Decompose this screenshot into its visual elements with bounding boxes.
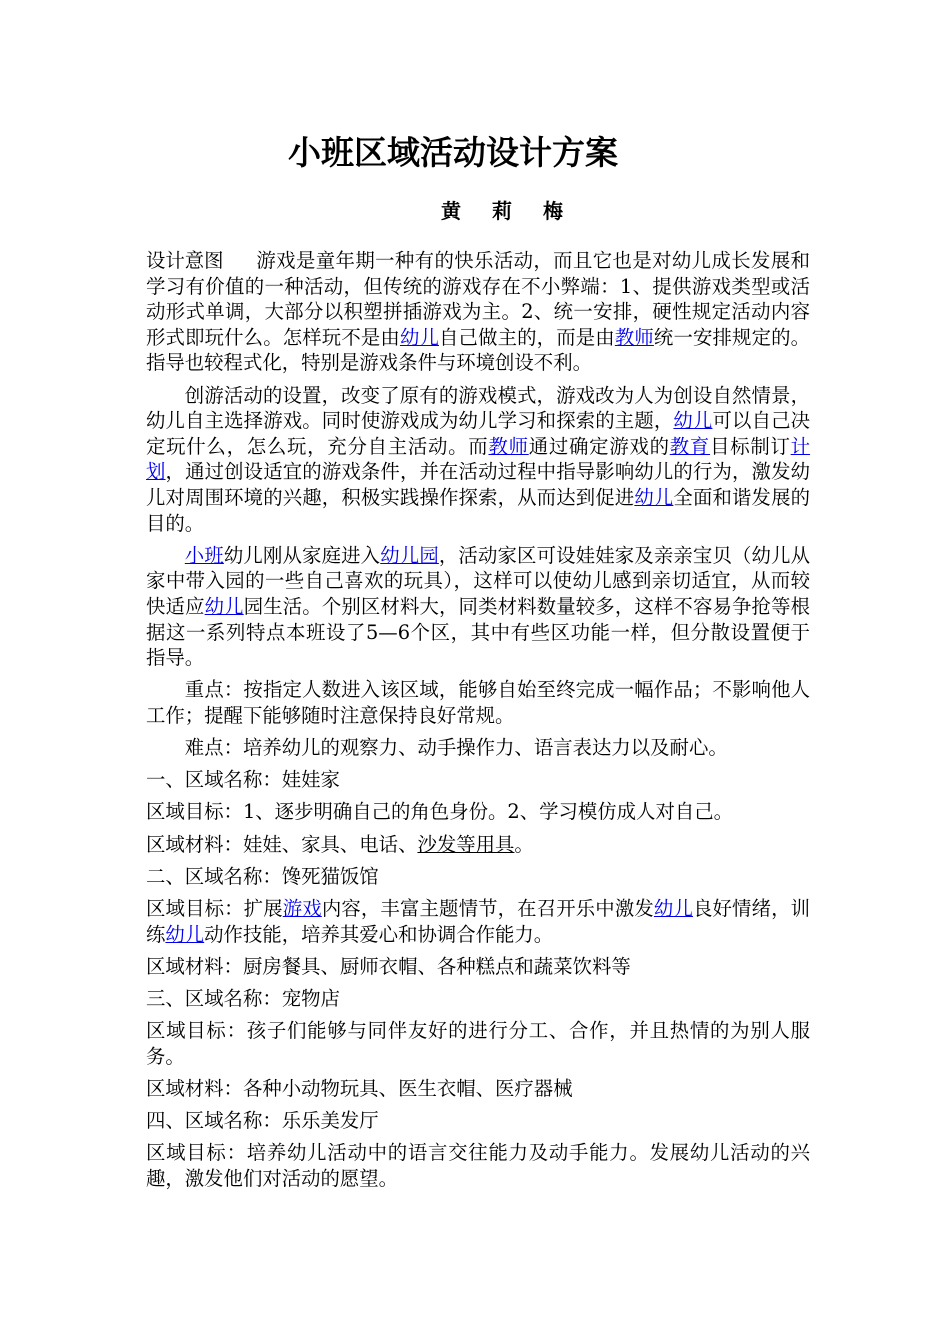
text-run: 统一安排规定的。指导也较程式化，特别是游戏条件与环境创设不利。 (146, 325, 811, 375)
text-run: 全面和谐发展的目的。 (146, 485, 811, 535)
link-youeryuan[interactable]: 幼儿园 (380, 543, 439, 567)
area-1-materials (146, 832, 810, 858)
text-run: 。 (514, 832, 534, 856)
text-run: ，通过创设适宜的游戏条件，并在活动过程中指导影响幼儿的行为，激发幼儿对周围环境的兴趣，积极实践操作探索，从而达到促进 (146, 460, 811, 509)
link-youer[interactable]: 幼儿 (165, 922, 205, 946)
document-title: 小班区域活动设计方案 (288, 133, 618, 172)
area-2-name: 二、区域名称：馋死猫饭馆 (146, 864, 379, 888)
area-2-goal (146, 896, 810, 947)
author-name: 黄 莉 梅 (441, 199, 575, 223)
link-youer[interactable]: 幼儿 (399, 325, 440, 349)
paragraph-difficulties: 难点：培养幼儿的观察力、动手操作力、语言表达力以及耐心。 (184, 736, 728, 760)
area-3-materials: 区域材料：各种小动物玩具、医生衣帽、医疗器械 (146, 1076, 573, 1100)
text-run: 通过确定游戏的 (528, 434, 670, 458)
area-4-goal: 区域目标：培养幼儿活动中的语言交往能力及动手能力。发展幼儿活动的兴趣，激发他们对活动的愿望。 (146, 1141, 810, 1190)
link-youxi[interactable]: 游戏 (282, 897, 322, 920)
link-jiaoshi[interactable]: 教师 (614, 325, 654, 349)
link-youer[interactable]: 幼儿 (673, 409, 713, 433)
paragraph-class-setup (146, 543, 810, 671)
text-run: 内容，丰富主题情节，在召开乐中激发 (321, 897, 654, 920)
text-run: ，活动家区可设娃娃家及亲亲宝贝（幼儿从家中带入园的一些自己喜欢的玩具），这样可以使幼儿感到亲切适宜，从而较快适应 (146, 543, 811, 618)
link-xiaoban[interactable]: 小班 (184, 543, 224, 567)
area-4-name: 四、区域名称：乐乐美发厅 (146, 1109, 379, 1133)
text-run: 动作技能，培养其爱心和协调合作能力。 (204, 922, 554, 946)
link-jiaoshi[interactable]: 教师 (488, 434, 529, 458)
area-1-goal: 区域目标：1、逐步明确自己的角色身份。2、学习模仿成人对自己。 (146, 800, 734, 824)
text-run: 园生活。个别区材料大，同类材料数量较多，这样不容易争抢等根据这一系列特点本班设了5—6个区，其中有些区功能一样，但分散设置便于指导。 (146, 594, 811, 670)
text-run: 区域目标：扩展 (146, 897, 283, 920)
text-run: 区域材料：娃娃、家具、电话、 (146, 832, 418, 856)
paragraph-design-intent (146, 248, 810, 376)
area-1-name: 一、区域名称：娃娃家 (146, 768, 340, 792)
link-jiaoyu[interactable]: 教育 (669, 434, 711, 458)
area-3-name: 三、区域名称：宠物店 (146, 986, 340, 1010)
text-run: 良好情绪，训练 (146, 897, 811, 946)
document-page (146, 128, 810, 1192)
link-youer[interactable]: 幼儿 (204, 594, 244, 618)
text-run: 自己做主的，而是由 (439, 325, 615, 349)
underlined-text: 沙发等用具 (417, 832, 515, 856)
text-run: 幼儿刚从家庭进入 (223, 543, 381, 567)
link-jihua[interactable]: 计划 (146, 434, 811, 484)
text-run: 目标制订 (710, 434, 791, 458)
link-youer[interactable]: 幼儿 (653, 897, 693, 920)
text-run: 游戏是童年期一种有的快乐活动，而且它也是对幼儿成长发展和学习有价值的一种活动，但传统的游戏存在不小弊端：1、提供游戏类型或活动形式单调，大部分以积塑拼插游戏为主。2、统一安排，硬性规定活动内容形式即玩什么。怎样玩不是由 (146, 249, 810, 349)
text-run: 可以自己决定玩什么，怎么玩，充分自主活动。而 (146, 409, 811, 458)
area-2-materials: 区域材料：厨房餐具、厨师衣帽、各种糕点和蔬菜饮料等 (146, 954, 631, 978)
link-youer[interactable]: 幼儿 (634, 485, 674, 509)
area-3-goal: 区域目标：孩子们能够与同伴友好的进行分工、合作，并且热情的为别人服务。 (146, 1019, 810, 1068)
paragraph-key-points: 重点：按指定人数进入该区域，能够自始至终完成一幅作品；不影响他人工作；提醒下能够随时注意保持良好常规。 (146, 678, 810, 727)
design-intent-label: 设计意图 (146, 249, 224, 272)
text-run: 创游活动的设置，改变了原有的游戏模式，游戏改为人为创设自然情景，幼儿自主选择游戏。同时使游戏成为幼儿学习和探索的主题， (146, 383, 810, 433)
paragraph-creative-play (146, 383, 810, 537)
